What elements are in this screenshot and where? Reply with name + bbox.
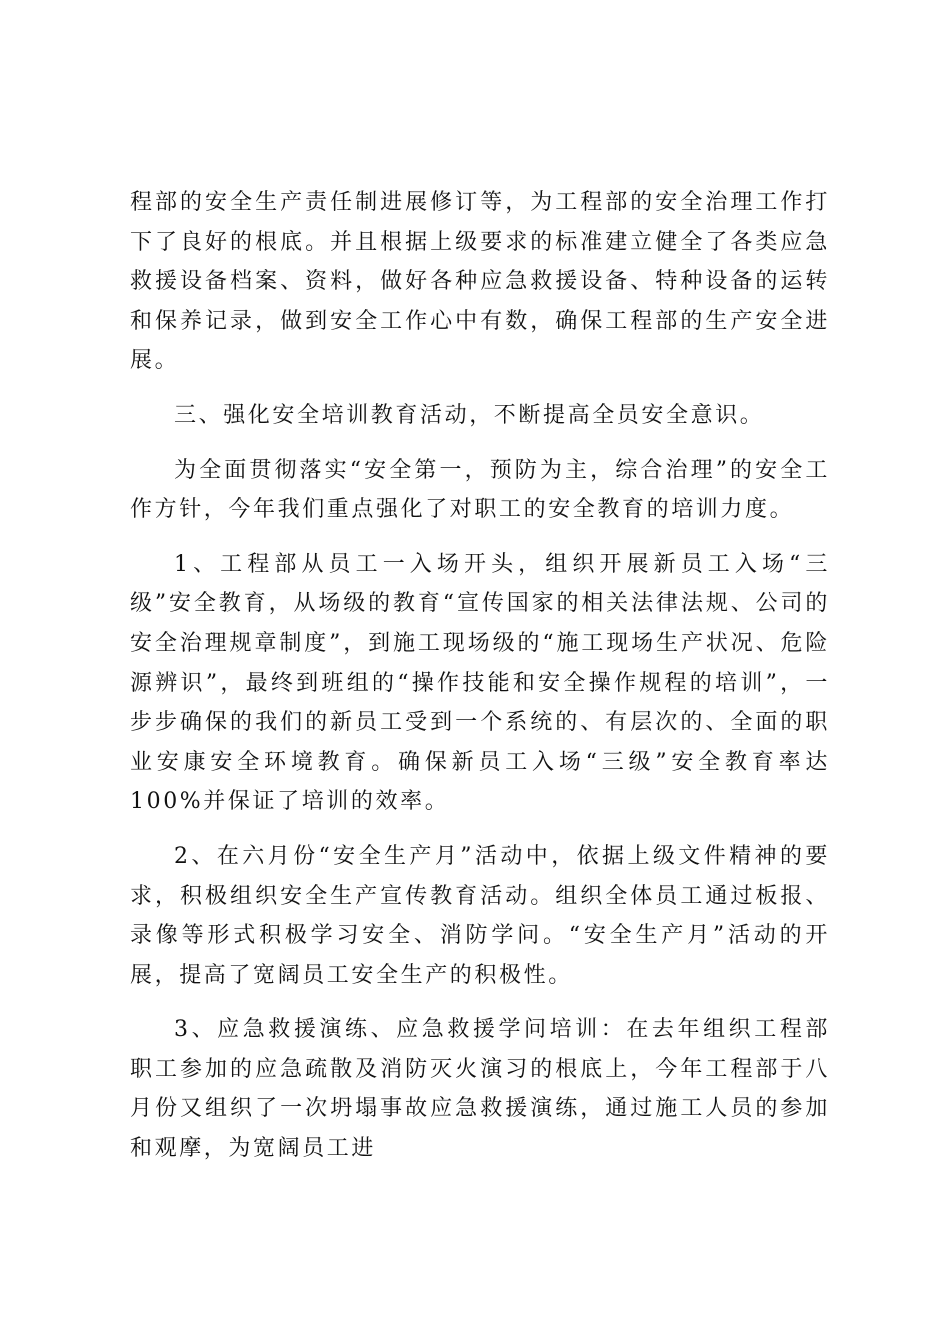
paragraph-item-3: 3、应急救援演练、应急救援学问培训：在去年组织工程部职工参加的应急疏散及消防灭火演习的根底上，今年工程部于八月份又组织了一次坍塌事故应急救援演练，通过施工人员的参加和观摩，为宽阔员工进 xyxy=(130,1017,830,1162)
paragraph-continuation: 程部的安全生产责任制进展修订等，为工程部的安全治理工作打下了良好的根底。并且根据上级要求的标准建立健全了各类应急救援设备档案、资料，做好各种应急救援设备、特种设备的运转和保养记录，做到安全工作心中有数，确保工程部的生产安全进展。 xyxy=(130,190,830,374)
paragraph-item-1: 1、工程部从员工一入场开头，组织开展新员工入场“三级”安全教育，从场级的教育“宣传国家的相关法律法规、公司的安全治理规章制度”，到施工现场级的“施工现场生产状况、危险源辨识”，最终到班组的“操作技能和安全操作规程的培训”，一步步确保的我们的新员工受到一个系统的、有层次的、全面的职业安康安全环境教育。确保新员工入场“三级”安全教育率达100%并保证了培训的效率。 xyxy=(130,551,830,815)
paragraph-item-2: 2、在六月份“安全生产月”活动中，依据上级文件精神的要求，积极组织安全生产宣传教育活动。组织全体员工通过板报、录像等形式积极学习安全、消防学问。“安全生产月”活动的开展，提高了宽阔员工安全生产的积极性。 xyxy=(130,843,830,988)
document-body xyxy=(130,183,830,1169)
paragraph-policy: 为全面贯彻落实“安全第一，预防为主，综合治理”的安全工作方针，今年我们重点强化了对职工的安全教育的培训力度。 xyxy=(130,457,830,523)
section-heading-three: 三、强化安全培训教育活动，不断提高全员安全意识。 xyxy=(174,402,765,428)
